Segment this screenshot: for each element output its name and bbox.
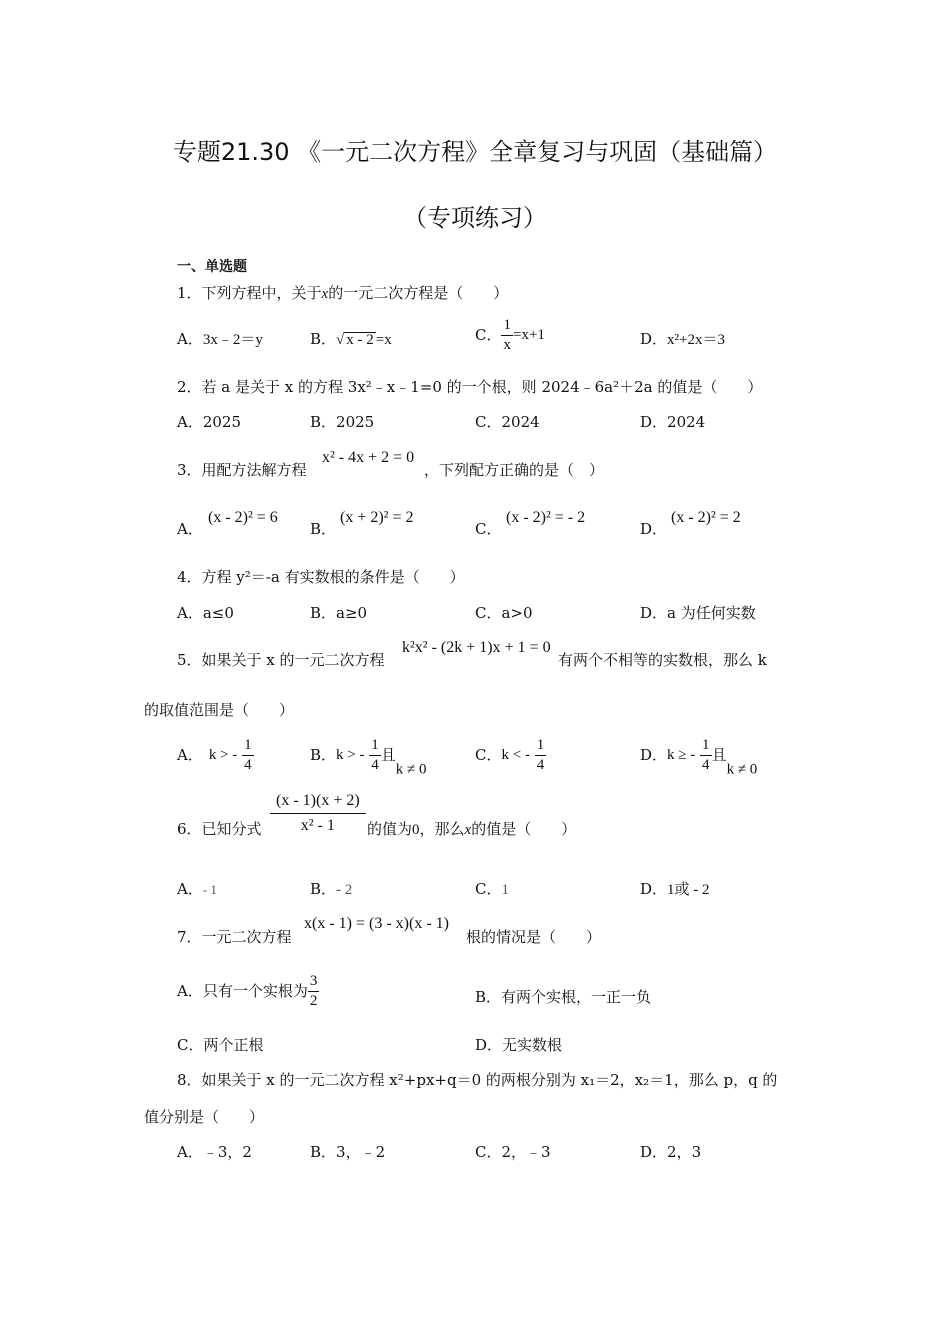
q3-equation: x² - 4x + 2 = 0 <box>322 449 415 466</box>
q6-option-d[interactable]: D．1或 - 2 <box>640 880 710 898</box>
q2-option-a[interactable]: A．2025 <box>177 413 242 431</box>
q5-stem: 5．如果关于 x 的一元二次方程 <box>177 651 385 669</box>
q3-stem-tail: ，下列配方正确的是（ ） <box>424 461 605 479</box>
q4-option-b[interactable]: B．a≥0 <box>310 604 368 622</box>
q7-equation: x(x - 1) = (3 - x)(x - 1) <box>304 915 449 932</box>
q1-option-d[interactable]: D．x²+2x＝3 <box>640 330 725 348</box>
q7-option-a[interactable]: A．只有一个实根为 $\frac{3}{2}$ <box>177 973 318 1009</box>
page-title: 专题21.30 《一元二次方程》全章复习与巩固（基础篇） <box>172 138 778 166</box>
q3-option-b-math[interactable]: (x + 2)² = 2 <box>340 509 414 526</box>
q8-option-a[interactable]: A．﹣3，2 <box>177 1143 252 1161</box>
q8-stem: 8．如果关于 x 的一元二次方程 x²+px+q＝0 的两根分别为 x₁＝2，x₂＝1，那么 p，q 的 <box>177 1071 778 1089</box>
q5-option-d[interactable]: D．k ≥ - $\frac{1}{4}$ 且k ≠ 0 <box>640 737 758 778</box>
q1-option-a[interactable]: A．3x﹣2＝y <box>177 330 263 348</box>
q3-option-b[interactable]: B． <box>310 520 337 538</box>
q2-stem: 2．若 a 是关于 x 的方程 3x²﹣x﹣1=0 的一个根，则 2024﹣6a²＋2a 的值是（ ） <box>177 378 763 396</box>
q8-option-c[interactable]: C．2，﹣3 <box>475 1143 551 1161</box>
section-heading: 一、单选题 <box>177 259 247 275</box>
q5-option-b[interactable]: B．k > - $\frac{1}{4}$ 且k ≠ 0 <box>310 737 427 778</box>
q2-option-c[interactable]: C．2024 <box>475 413 540 431</box>
q7-stem: 7．一元二次方程 <box>177 928 292 946</box>
q3-option-c[interactable]: C． <box>475 520 502 538</box>
q3-stem: 3．用配方法解方程 <box>177 461 307 479</box>
q4-option-d[interactable]: D．a 为任何实数 <box>640 604 756 622</box>
q1-stem: 1．下列方程中，关于x的一元二次方程是（ ） <box>177 284 509 302</box>
q3-option-c-math[interactable]: (x - 2)² = - 2 <box>506 509 586 526</box>
q5-equation: k²x² - (2k + 1)x + 1 = 0 <box>402 639 551 656</box>
q6-option-c[interactable]: C．1 <box>475 880 509 898</box>
q6-option-a[interactable]: A．- 1 <box>177 880 217 898</box>
q5-stem-tail: 有两个不相等的实数根，那么 k <box>558 651 767 669</box>
q6-option-b[interactable]: B．- 2 <box>310 880 353 898</box>
q6-stem-tail: 的值为0，那么x的值是（ ） <box>367 820 577 838</box>
q8-stem-line2: 值分别是（ ） <box>144 1108 265 1126</box>
q5-option-c[interactable]: C．k < - $\frac{1}{4}$ <box>475 737 545 773</box>
q3-option-d-math[interactable]: (x - 2)² = 2 <box>671 509 741 526</box>
q1-option-c[interactable]: C． $\frac{1}{x}$ =x+1 <box>475 317 545 353</box>
q3-option-a[interactable]: A． <box>177 520 203 538</box>
page-subtitle: （专项练习） <box>403 204 547 232</box>
q2-option-b[interactable]: B．2025 <box>310 413 375 431</box>
q7-option-c[interactable]: C．两个正根 <box>177 1036 264 1054</box>
q6-stem: 6．已知分式 <box>177 820 262 838</box>
q6-fraction: $\frac{(x - 1)(x + 2)}{\text{x² - 1}}$ <box>270 793 366 834</box>
q4-stem: 4．方程 y²＝-a 有实数根的条件是（ ） <box>177 568 465 586</box>
q5-stem-line2: 的取值范围是（ ） <box>144 701 295 719</box>
q8-option-d[interactable]: D．2，3 <box>640 1143 702 1161</box>
q7-stem-tail: 根的情况是（ ） <box>466 928 602 946</box>
q1-option-b[interactable]: B．√ x - 2 =x <box>310 330 392 348</box>
q7-option-d[interactable]: D．无实数根 <box>475 1036 563 1054</box>
q5-option-a[interactable]: A． k > - $\frac{1}{4}$ <box>177 737 252 773</box>
q8-option-b[interactable]: B．3，﹣2 <box>310 1143 386 1161</box>
q2-option-d[interactable]: D．2024 <box>640 413 706 431</box>
q4-option-a[interactable]: A．a≤0 <box>177 604 234 622</box>
q3-option-d[interactable]: D． <box>640 520 668 538</box>
q4-option-c[interactable]: C．a>0 <box>475 604 533 622</box>
q7-option-b[interactable]: B．有两个实根，一正一负 <box>475 988 652 1006</box>
q3-option-a-math[interactable]: (x - 2)² = 6 <box>208 509 278 526</box>
